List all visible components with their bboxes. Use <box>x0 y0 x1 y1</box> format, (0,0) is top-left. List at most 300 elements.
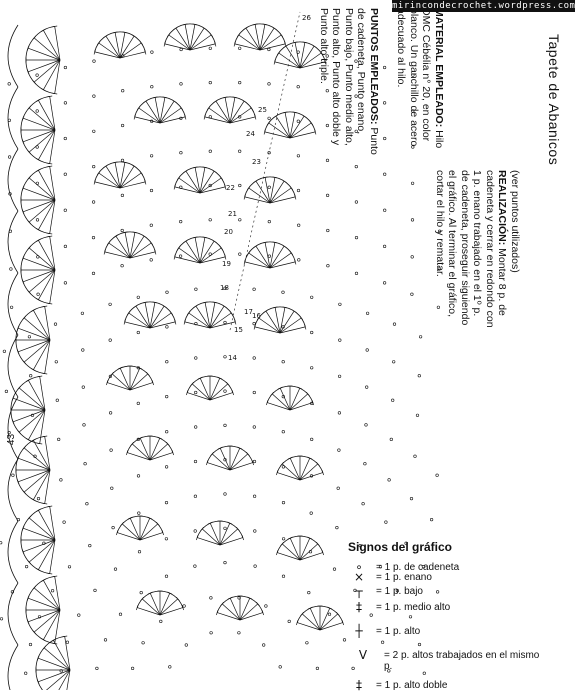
fan-icon <box>206 446 253 470</box>
chain-stitch-icon <box>224 356 227 359</box>
chain-stitch-icon <box>150 259 153 262</box>
realizacion-label: REALIZACIÓN: <box>496 170 509 246</box>
chain-stitch-icon <box>138 550 141 553</box>
chain-stitch-icon <box>137 475 140 478</box>
round-10 <box>5 321 421 393</box>
legend-symbol-icon: × <box>353 570 365 584</box>
edge-scallop <box>8 459 18 521</box>
chain-stitch-icon <box>194 426 197 429</box>
chain-stitch-icon <box>414 455 417 458</box>
chain-stitch-icon <box>262 644 265 647</box>
stitch-stroke <box>28 48 60 60</box>
fan-icon <box>254 307 306 333</box>
chain-stitch-icon <box>326 159 329 162</box>
chain-stitch-icon <box>306 642 309 645</box>
stitch-stroke <box>300 464 318 480</box>
round-11 <box>3 287 422 353</box>
stitch-stroke <box>18 458 50 470</box>
chain-stitch-icon <box>383 209 386 212</box>
stitch-stroke <box>300 553 323 560</box>
material-block <box>395 8 445 158</box>
stitch-stroke <box>18 470 50 482</box>
stitch-stroke <box>200 378 210 400</box>
chain-stitch-icon <box>92 165 95 168</box>
fan-icon <box>244 177 296 203</box>
fan-icon <box>184 302 236 328</box>
chain-stitch-icon <box>308 591 311 594</box>
chain-stitch-icon <box>64 66 67 69</box>
legend-text: = 1 p. medio alto <box>376 602 451 613</box>
stitch-stroke <box>65 670 70 690</box>
fan-edge <box>255 307 306 327</box>
chain-stitch-icon <box>282 430 285 433</box>
chain-stitch-icon <box>383 245 386 248</box>
fan-icon <box>234 24 286 50</box>
stitch-stroke <box>212 454 230 470</box>
fan-icon <box>104 232 156 258</box>
chain-stitch-icon <box>253 391 256 394</box>
stitch-stroke <box>44 670 70 690</box>
stitch-stroke <box>23 270 55 282</box>
stitch-stroke <box>320 608 330 630</box>
stitch-stroke <box>220 523 230 545</box>
chain-stitch-icon <box>224 561 227 564</box>
stitch-stroke <box>150 453 173 460</box>
chain-stitch-icon <box>25 565 28 568</box>
chain-stitch-icon <box>411 256 414 259</box>
chain-stitch-icon <box>365 424 368 427</box>
stitch-stroke <box>220 448 230 470</box>
chain-stitch-icon <box>165 538 168 541</box>
chain-stitch-icon <box>254 530 257 533</box>
chain-stitch-icon <box>165 501 168 504</box>
round-2 <box>131 597 318 670</box>
chain-stitch-icon <box>310 512 313 515</box>
stitch-stroke <box>220 529 238 545</box>
stitch-stroke <box>23 130 55 142</box>
chain-stitch-icon <box>310 438 313 441</box>
chain-stitch-icon <box>94 589 97 592</box>
legend-symbol-icon: ‡ <box>356 678 362 692</box>
chain-stitch-icon <box>119 613 122 616</box>
legend-text: = 1 p. alto <box>376 626 421 637</box>
chain-stitch-icon <box>55 361 58 364</box>
chain-stitch-icon <box>383 173 386 176</box>
fan-edge <box>245 242 296 262</box>
chain-stitch-icon <box>37 497 40 500</box>
chain-stitch-icon <box>83 424 86 427</box>
row-start-line <box>230 12 300 330</box>
chain-stitch-icon <box>316 667 319 670</box>
chain-stitch-icon <box>430 518 433 521</box>
chain-stitch-icon <box>253 357 256 360</box>
chain-stitch-icon <box>224 424 227 427</box>
chain-stitch-icon <box>121 89 124 92</box>
chain-stitch-icon <box>365 386 368 389</box>
stitch-stroke <box>282 544 300 560</box>
stitch-stroke <box>187 393 210 400</box>
fan-icon <box>264 112 316 138</box>
stitch-stroke <box>34 610 60 632</box>
chain-stitch-icon <box>180 151 183 154</box>
chain-stitch-icon <box>238 632 241 635</box>
chain-stitch-icon <box>209 219 212 222</box>
chain-stitch-icon <box>194 460 197 463</box>
chain-stitch-icon <box>253 426 256 429</box>
stitch-stroke <box>28 598 60 610</box>
stitch-stroke <box>140 518 150 540</box>
chain-stitch-icon <box>297 120 300 123</box>
realizacion-block <box>434 170 522 330</box>
chain-stitch-icon <box>51 589 54 592</box>
chain-stitch-icon <box>121 264 124 267</box>
chain-stitch-icon <box>185 644 188 647</box>
fan-icon <box>21 236 55 304</box>
chain-stitch-icon <box>253 288 256 291</box>
chain-stitch-icon <box>209 81 212 84</box>
fan-edge <box>165 24 216 44</box>
chain-stitch-icon <box>64 102 67 105</box>
chain-stitch-icon <box>239 219 242 222</box>
stitch-stroke <box>130 368 140 390</box>
legend-item <box>348 602 450 613</box>
chain-stitch-icon <box>54 323 57 326</box>
stitch-stroke <box>230 448 240 470</box>
stitch-stroke <box>140 524 158 540</box>
chain-stitch-icon <box>364 462 367 465</box>
chain-stitch-icon <box>36 74 39 77</box>
stitch-stroke <box>29 248 55 270</box>
fan-icon <box>21 96 55 164</box>
stitch-stroke <box>280 388 290 410</box>
stitch-stroke <box>23 528 55 540</box>
chain-stitch-icon <box>238 150 241 153</box>
stitch-stroke <box>112 374 130 390</box>
fan-icon <box>126 436 173 460</box>
chain-stitch-icon <box>64 282 67 285</box>
chain-stitch-icon <box>297 224 300 227</box>
chain-stitch-icon <box>165 395 168 398</box>
stitch-stroke <box>210 378 220 400</box>
chain-stitch-icon <box>57 438 60 441</box>
chain-stitch-icon <box>362 502 365 505</box>
chain-stitch-icon <box>282 291 285 294</box>
chain-stitch-icon <box>12 474 15 477</box>
stitch-stroke <box>19 388 45 410</box>
stitch-stroke <box>142 599 160 615</box>
round-8 <box>12 390 439 477</box>
chain-stitch-icon <box>268 117 271 120</box>
chain-stitch-icon <box>5 390 8 393</box>
chain-stitch-icon <box>194 530 197 533</box>
stitch-stroke <box>290 538 300 560</box>
stitch-stroke <box>127 453 150 460</box>
stitch-stroke <box>290 394 308 410</box>
chain-stitch-icon <box>268 220 271 223</box>
row-number: 25 <box>258 106 267 114</box>
chain-stitch-icon <box>81 312 84 315</box>
stitch-stroke <box>24 448 50 470</box>
stitch-stroke <box>290 403 313 410</box>
chain-stitch-icon <box>3 350 6 353</box>
chain-stitch-icon <box>24 672 27 675</box>
chain-stitch-icon <box>337 487 340 490</box>
chain-stitch-icon <box>210 597 213 600</box>
stitch-stroke <box>210 393 233 400</box>
stitch-stroke <box>23 258 55 270</box>
stitch-stroke <box>300 544 318 560</box>
chain-stitch-icon <box>121 159 124 162</box>
chain-stitch-icon <box>28 336 31 339</box>
stitch-stroke <box>132 444 150 460</box>
legend-symbol-icon: V <box>358 648 368 662</box>
fan-icon <box>196 521 243 545</box>
legend-symbol-icon: ∘ <box>355 560 363 574</box>
fan-icon <box>21 506 55 574</box>
stitch-stroke <box>29 130 55 152</box>
stitch-stroke <box>13 410 45 422</box>
chain-stitch-icon <box>224 321 227 324</box>
watermark: mirincondecrochet.wordpress.com <box>392 1 575 11</box>
fan-icon <box>106 366 153 390</box>
chain-stitch-icon <box>29 374 32 377</box>
legend-text: = 2 p. altos trabajados en el mismo p. <box>384 650 540 672</box>
stitch-stroke <box>28 610 60 622</box>
fan-edge <box>245 177 296 197</box>
stitch-stroke <box>160 608 183 615</box>
stitch-stroke <box>34 38 60 60</box>
stitch-stroke <box>130 383 153 390</box>
stitch-stroke <box>320 623 343 630</box>
chain-stitch-icon <box>109 303 112 306</box>
chain-stitch-icon <box>253 460 256 463</box>
puntos-text: Punto de cadeneta, Punto enano, Punto bajo, Punto medio alto, Punto alto, Punto alto doble y Punto alto triple. <box>318 8 380 155</box>
fan-edge <box>36 636 65 690</box>
chain-stitch-icon <box>355 165 358 168</box>
chain-stitch-icon <box>165 466 168 469</box>
fan-icon <box>94 162 146 188</box>
fan-edge <box>235 24 286 44</box>
stitch-stroke <box>222 604 240 620</box>
stitch-stroke <box>240 598 250 620</box>
chain-stitch-icon <box>383 66 386 69</box>
stitch-stroke <box>23 200 55 212</box>
chain-stitch-icon <box>63 521 66 524</box>
row-number: 15 <box>234 326 243 334</box>
chain-stitch-icon <box>64 173 67 176</box>
chain-stitch-icon <box>338 375 341 378</box>
chain-stitch-icon <box>416 414 419 417</box>
chain-stitch-icon <box>92 201 95 204</box>
chain-stitch-icon <box>355 272 358 275</box>
chain-stitch-icon <box>436 591 439 594</box>
stitch-stroke <box>19 410 45 432</box>
chain-stitch-icon <box>393 323 396 326</box>
chain-stitch-icon <box>36 110 39 113</box>
round-7 <box>0 424 433 544</box>
stitch-stroke <box>29 270 55 292</box>
stitch-stroke <box>310 608 320 630</box>
stitch-stroke <box>38 670 70 682</box>
chain-stitch-icon <box>310 331 313 334</box>
fan-edge <box>205 97 256 117</box>
stitch-stroke <box>29 540 55 562</box>
chain-stitch-icon <box>180 48 183 51</box>
stitch-stroke <box>150 593 160 615</box>
edge-scallop <box>8 521 18 583</box>
chain-stitch-icon <box>110 449 113 452</box>
chain-stitch-icon <box>385 521 388 524</box>
fan-icon <box>26 576 60 644</box>
stitch-stroke <box>130 518 140 540</box>
chain-stitch-icon <box>343 639 346 642</box>
chain-stitch-icon <box>150 189 153 192</box>
stitch-stroke <box>150 438 160 460</box>
stitch-stroke <box>24 470 50 492</box>
chain-stitch-icon <box>282 360 285 363</box>
edge-scallop <box>8 397 18 459</box>
chain-stitch-icon <box>381 641 384 644</box>
fan-edge <box>95 32 146 52</box>
fan-edge <box>135 97 186 117</box>
legend-text: = 1 p. de cadeneta <box>376 562 460 573</box>
stitch-stroke <box>13 398 45 410</box>
chain-stitch-icon <box>60 479 63 482</box>
stitch-stroke <box>23 188 55 200</box>
chain-stitch-icon <box>0 618 3 621</box>
row-number: 18 <box>220 284 229 292</box>
chain-stitch-icon <box>423 672 426 675</box>
chain-stitch-icon <box>29 643 32 646</box>
stitch-stroke <box>23 540 55 552</box>
stitch-stroke <box>34 60 60 82</box>
chain-stitch-icon <box>391 399 394 402</box>
chain-stitch-icon <box>0 541 2 544</box>
row-number: 21 <box>228 210 237 218</box>
chain-stitch-icon <box>112 526 115 529</box>
stitch-stroke <box>117 533 140 540</box>
stitch-stroke <box>120 368 130 390</box>
fan-edge <box>175 237 226 257</box>
legend-text: = 1 p. enano <box>376 572 432 583</box>
chain-stitch-icon <box>436 474 439 477</box>
stitch-stroke <box>300 458 310 480</box>
round-14 <box>9 184 441 232</box>
chain-stitch-icon <box>254 565 257 568</box>
chain-stitch-icon <box>194 495 197 498</box>
chain-stitch-icon <box>121 229 124 232</box>
stitch-stroke <box>230 454 248 470</box>
legend <box>348 540 568 692</box>
chain-stitch-icon <box>298 259 301 262</box>
stitch-stroke <box>290 388 300 410</box>
chain-stitch-icon <box>160 620 163 623</box>
chain-stitch-icon <box>336 526 339 529</box>
chain-stitch-icon <box>64 209 67 212</box>
chain-stitch-icon <box>194 391 197 394</box>
chain-stitch-icon <box>114 568 117 571</box>
chain-stitch-icon <box>179 220 182 223</box>
row-number: 24 <box>246 130 255 138</box>
fan-icon <box>136 591 183 615</box>
chain-stitch-icon <box>66 641 69 644</box>
stitch-stroke <box>122 524 140 540</box>
chain-stitch-icon <box>96 667 99 670</box>
stitch-stroke <box>160 599 178 615</box>
row-number: 16 <box>252 312 261 320</box>
chain-stitch-icon <box>224 390 227 393</box>
chain-stitch-icon <box>366 312 369 315</box>
row-number: 17 <box>244 308 253 316</box>
chain-stitch-icon <box>64 137 67 140</box>
stitch-stroke <box>44 648 70 670</box>
round-4 <box>60 527 390 672</box>
chain-stitch-icon <box>121 124 124 127</box>
edge-scallop <box>8 273 18 335</box>
note-text: (ver puntos utilizados) <box>509 170 521 273</box>
chain-stitch-icon <box>82 386 85 389</box>
stitch-stroke <box>130 374 148 390</box>
chain-stitch-icon <box>195 288 198 291</box>
chain-stitch-icon <box>297 85 300 88</box>
stitch-stroke <box>300 538 310 560</box>
chain-stitch-icon <box>327 229 330 232</box>
chain-stitch-icon <box>390 438 393 441</box>
chain-stitch-icon <box>282 575 285 578</box>
stitch-stroke <box>29 108 55 130</box>
stitch-stroke <box>140 438 150 460</box>
chain-stitch-icon <box>93 95 96 98</box>
chain-stitch-icon <box>265 605 268 608</box>
chain-stitch-icon <box>209 150 212 153</box>
chain-stitch-icon <box>288 620 291 623</box>
legend-symbol-icon: ‡ <box>356 600 362 614</box>
chain-stitch-icon <box>268 48 271 51</box>
chain-stitch-icon <box>10 306 13 309</box>
chain-stitch-icon <box>56 399 59 402</box>
chain-stitch-icon <box>180 83 183 86</box>
row-number: 19 <box>222 260 231 268</box>
stitch-stroke <box>24 340 50 362</box>
fan-icon <box>276 536 323 560</box>
stitch-stroke <box>197 538 220 545</box>
chain-stitch-icon <box>326 194 329 197</box>
chain-stitch-icon <box>279 666 282 669</box>
chain-stitch-icon <box>418 643 421 646</box>
chain-stitch-icon <box>310 296 313 299</box>
chain-stitch-icon <box>224 493 227 496</box>
chain-stitch-icon <box>121 194 124 197</box>
stitch-stroke <box>320 614 338 630</box>
chain-stitch-icon <box>418 374 421 377</box>
chain-stitch-icon <box>166 360 169 363</box>
stitch-stroke <box>297 623 320 630</box>
chain-stitch-icon <box>137 402 140 405</box>
stitch-stroke <box>210 384 228 400</box>
chain-stitch-icon <box>355 201 358 204</box>
row-number: 20 <box>224 228 233 236</box>
legend-item <box>348 650 544 672</box>
stitch-stroke <box>302 614 320 630</box>
chain-stitch-icon <box>282 501 285 504</box>
stitch-stroke <box>272 394 290 410</box>
stitch-stroke <box>290 458 300 480</box>
chain-stitch-icon <box>411 182 414 185</box>
legend-item <box>348 572 432 583</box>
round-3 <box>96 561 355 669</box>
chain-stitch-icon <box>166 291 169 294</box>
fan-icon <box>186 376 233 400</box>
